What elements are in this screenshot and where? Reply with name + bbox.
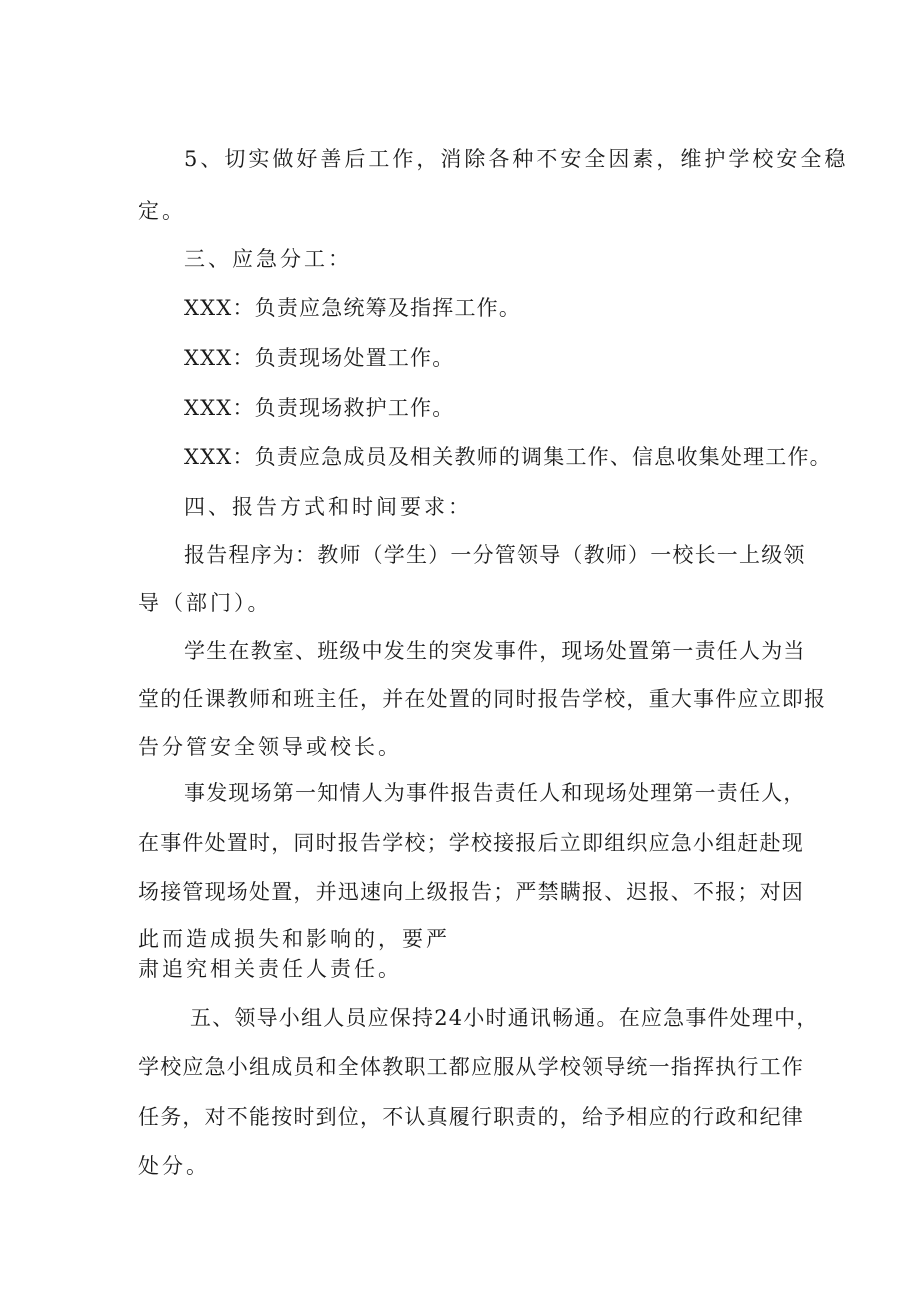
section-heading: 四、报告方式和时间要求：	[184, 495, 472, 519]
text-line: 学校应急小组成员和全体教职工都应服从学校领导统一指挥执行工作	[138, 1055, 804, 1079]
text-line: 报告程序为：教师（学生）一分管领导（教师）一校长一上级领	[184, 543, 806, 567]
text-line: 导（部门）。	[138, 591, 272, 615]
text-line: 5、切实做好善后工作，消除各种不安全因素，维护学校安全稳	[184, 147, 849, 171]
text-line: 肃追究相关责任人责任。	[138, 957, 402, 981]
text-line: 场接管现场处置，并迅速向上级报告；严禁瞒报、迟报、不报；对因	[138, 880, 804, 904]
text-line: 学生在教室、班级中发生的突发事件，现场处置第一责任人为当	[184, 639, 806, 663]
text-line: XXX：负责现场救护工作。	[184, 396, 455, 420]
text-line: 定。	[138, 199, 186, 223]
text-line: 任务，对不能按时到位，不认真履行职责的，给予相应的行政和纪律	[138, 1105, 804, 1129]
text-line: 告分管安全领导或校长。	[138, 735, 402, 759]
text-line: 事发现场第一知情人为事件报告责任人和现场处理第一责任人，	[184, 781, 806, 805]
text-line: XXX：负责应急成员及相关教师的调集工作、信息收集处理工作。	[184, 445, 832, 469]
text-line: 处分。	[138, 1154, 210, 1178]
text-line: 此而造成损失和影响的，要严	[138, 927, 450, 951]
section-heading: 三、应急分工：	[184, 247, 352, 271]
text-line: XXX：负责现场处置工作。	[184, 346, 455, 370]
text-line: XXX：负责应急统筹及指挥工作。	[184, 296, 522, 320]
text-line: 在事件处置时，同时报告学校；学校接报后立即组织应急小组赶赴现	[138, 831, 804, 855]
text-line: 堂的任课教师和班主任，并在处置的同时报告学校，重大事件应立即报	[138, 687, 827, 711]
section-heading: 五、领导小组人员应保持24小时通讯畅通。在应急事件处理中，	[190, 1006, 819, 1030]
